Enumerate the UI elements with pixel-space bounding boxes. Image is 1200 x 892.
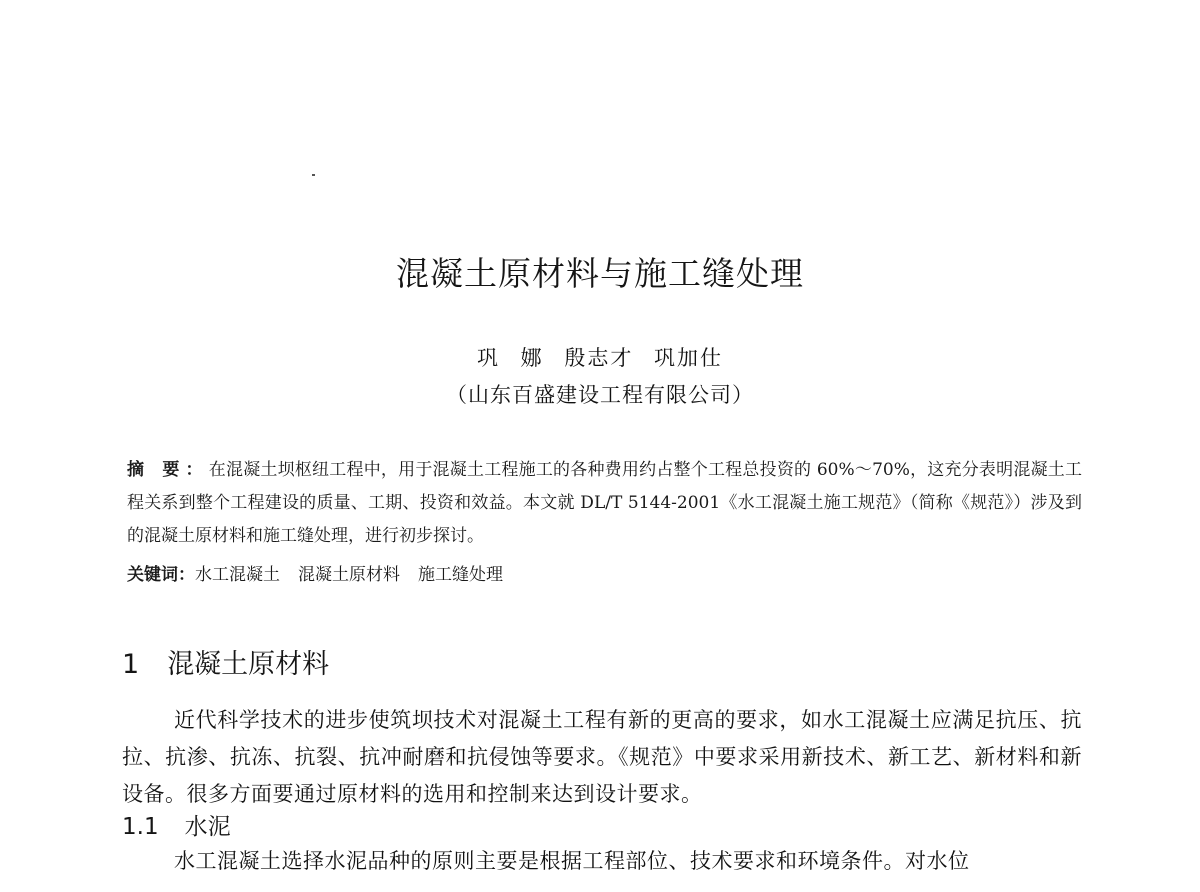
author-name: 巩加仕: [654, 346, 724, 370]
keyword: 施工缝处理: [418, 565, 503, 585]
section-number: 1: [122, 649, 140, 680]
keyword: 水工混凝土: [195, 565, 280, 585]
abstract: [127, 454, 1082, 553]
author-list: [0, 342, 1200, 372]
body-paragraph: 水工混凝土选择水泥品种的原则主要是根据工程部位、技术要求和环境条件。对水位: [174, 849, 970, 873]
subsection-title: 水泥: [184, 814, 231, 840]
subsection-heading: [122, 808, 231, 841]
keyword: 混凝土原材料: [298, 565, 400, 585]
author-name: 殷志才: [564, 346, 634, 370]
section-title: 混凝土原材料: [167, 649, 330, 680]
scan-speck: [312, 174, 315, 176]
abstract-text: 在混凝土坝枢纽工程中，用于混凝土工程施工的各种费用约占整个工程总投资的 60%～70%，这充分表明混凝土工程关系到整个工程建设的质量、工期、投资和效益。本文就 DL/T 5144-2001《水工混凝土施工规范》（简称《规范》）涉及到的混凝土原材料和施工缝处理，进行初步探讨。: [127, 460, 1082, 546]
section-heading: [122, 642, 329, 681]
author-name: 巩 娜: [476, 346, 544, 370]
paper-title: 混凝土原材料与施工缝处理: [396, 254, 804, 293]
keywords: [127, 561, 1082, 589]
abstract-label: 摘 要：: [127, 460, 209, 480]
keywords-label: 关键词：: [127, 565, 195, 585]
subsection-number: 1.1: [122, 814, 159, 840]
author-affiliation: （山东百盛建设工程有限公司）: [446, 383, 754, 407]
body-paragraph: 近代科学技术的进步使筑坝技术对混凝土工程有新的更高的要求，如水工混凝土应满足抗压、抗拉、抗渗、抗冻、抗裂、抗冲耐磨和抗侵蚀等要求。《规范》中要求采用新技术、新工艺、新材料和新设备。很多方面要通过原材料的选用和控制来达到设计要求。: [122, 708, 1082, 806]
